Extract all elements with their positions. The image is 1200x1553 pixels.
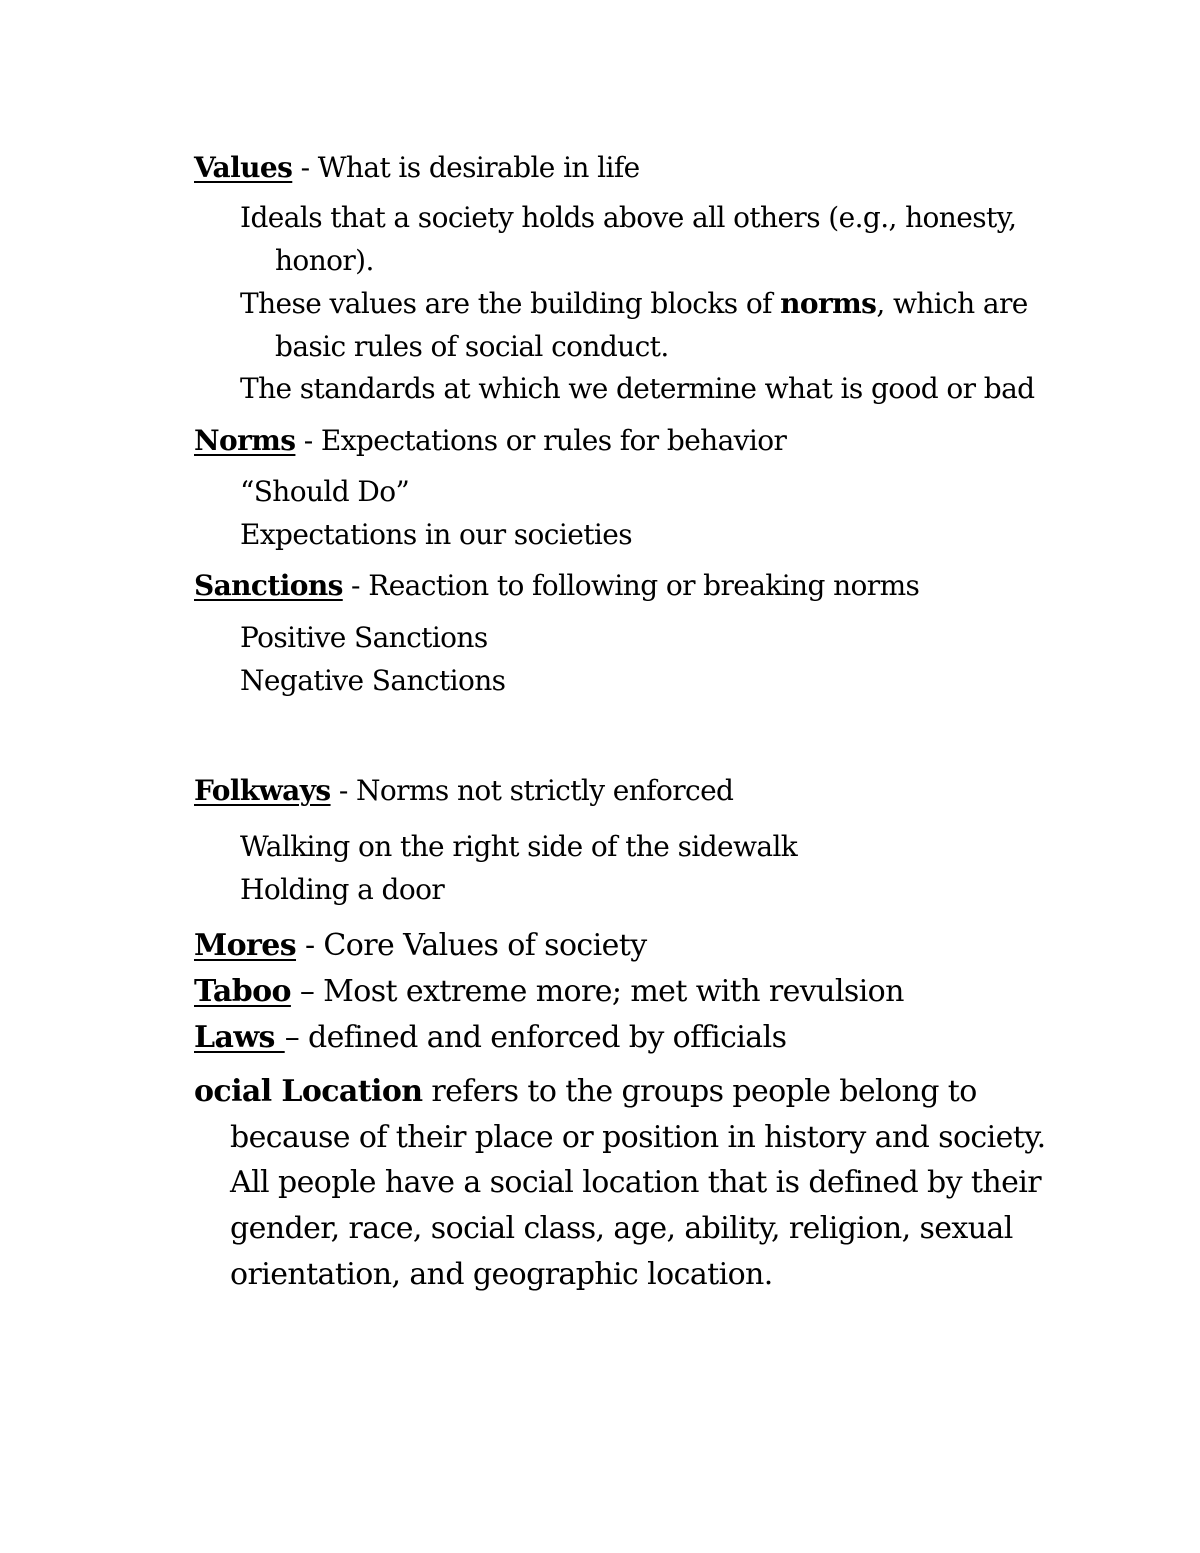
norms-point: “Should Do”	[240, 475, 410, 508]
social-location-term: ocial Location	[194, 1074, 423, 1109]
taboo-term: Taboo	[194, 974, 291, 1009]
folkways-heading	[194, 774, 733, 808]
norms-point: Expectations in our societies	[240, 518, 632, 551]
social-location-text: refers to the groups people belong to	[422, 1074, 977, 1109]
folkways-definition: - Norms not strictly enforced	[330, 774, 734, 807]
sanctions-point: Positive Sanctions	[240, 621, 488, 654]
mores-definition: - Core Values of society	[296, 928, 647, 963]
values-point-2-text-end: , which are	[876, 287, 1028, 320]
norms-term: Norms	[194, 424, 296, 457]
values-point-1: Ideals that a society holds above all others (e.g., honesty,	[240, 201, 1017, 234]
sanctions-point: Negative Sanctions	[240, 664, 506, 697]
folkways-point: Walking on the right side of the sidewalk	[240, 830, 798, 863]
values-term: Values	[194, 151, 293, 184]
folkways-point: Holding a door	[240, 873, 445, 906]
laws-definition: – defined and enforced by officials	[284, 1020, 787, 1055]
laws-heading	[194, 1015, 786, 1061]
social-location-line: because of their place or position in history and society.	[230, 1120, 1046, 1155]
folkways-term: Folkways	[194, 774, 331, 807]
values-point-2-text: These values are the building blocks of	[240, 287, 781, 320]
social-location-line: orientation, and geographic location.	[230, 1257, 773, 1292]
laws-term: Laws	[194, 1020, 285, 1055]
norms-heading	[194, 424, 786, 458]
taboo-definition: – Most extreme more; met with revulsion	[290, 974, 904, 1009]
sanctions-definition: - Reaction to following or breaking norms	[342, 569, 920, 602]
sanctions-term: Sanctions	[194, 569, 343, 602]
social-location-heading	[194, 1069, 977, 1115]
social-location-line: All people have a social location that is defined by their	[230, 1165, 1041, 1200]
mores-term: Mores	[194, 928, 297, 963]
values-definition: - What is desirable in life	[292, 151, 640, 184]
norms-definition: - Expectations or rules for behavior	[295, 424, 787, 457]
taboo-heading	[194, 969, 904, 1015]
values-point-3: The standards at which we determine what is good or bad	[240, 372, 1035, 405]
norms-bold-word: norms	[780, 287, 877, 320]
sanctions-heading	[194, 569, 919, 603]
social-location-line: gender, race, social class, age, ability, religion, sexual	[230, 1211, 1013, 1246]
values-heading	[194, 151, 640, 185]
mores-heading	[194, 923, 647, 969]
values-point-2-continued: basic rules of social conduct.	[275, 330, 669, 363]
values-point-1-continued: honor).	[275, 244, 374, 277]
values-point-2	[240, 287, 1028, 321]
